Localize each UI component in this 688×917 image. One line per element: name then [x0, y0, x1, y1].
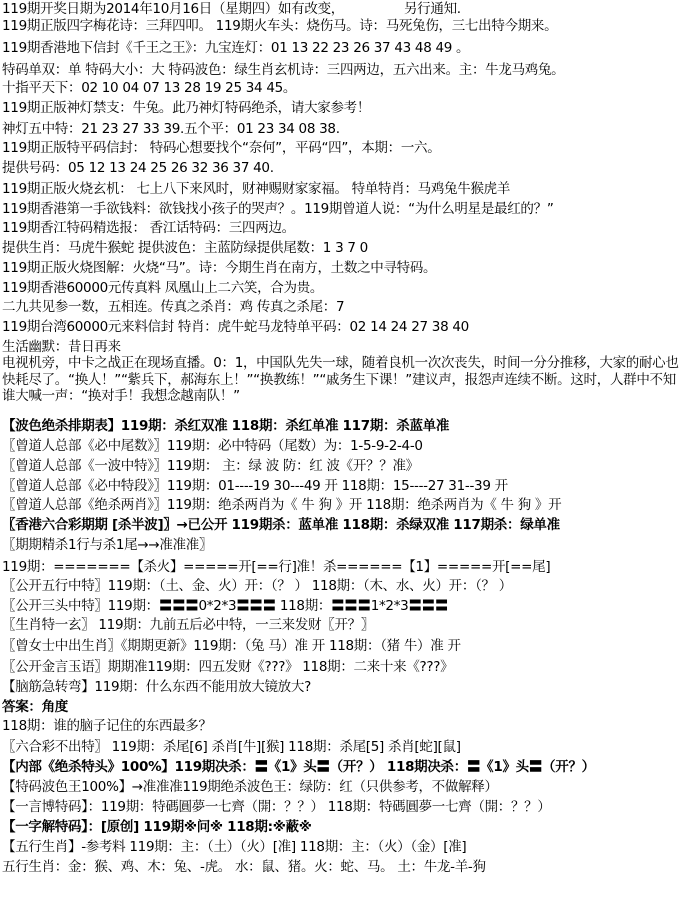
- table-line: 〖曾女士中出生肖〗《期期更新》119期：（兔 马）准 开 118期：（猪 牛）准 开: [2, 638, 461, 654]
- table-line: 〖曾道人总部《一波中特》〗119期： 主：绿 波 防：红 波《开？？准》: [2, 458, 419, 474]
- table-line: 〖公开五行中特〗119期：（土、金、火）开：（？ ） 118期：（木、水、火）开：（？ ）: [2, 578, 512, 594]
- table-line: 【五行生肖】-参考料 119期：主：（土）（火）[准] 118期：主：（火）（金）[准]: [2, 839, 467, 855]
- doc-line: 神灯五中特：21 23 27 33 39.五个平：01 23 34 08 38.: [2, 121, 340, 137]
- table-line: 〖曾道人总部《必中尾数》〗119期：必中特码（尾数）为：1-5-9-2-4-0: [2, 438, 423, 454]
- table-line: 118期：谁的脑子记住的东西最多？: [2, 718, 212, 734]
- doc-line: 119期正版特平码信封： 特码心想要找个“奈何”，平码“四”，本期：一六。: [2, 140, 441, 156]
- doc-line: 119期香港第一手欲钱料：欲钱找小孩子的哭声？。119期曾道人说：“为什么明星是最红的？”: [2, 201, 554, 217]
- notice-tail: 另行通知.: [403, 1, 461, 17]
- table-line: 〖曾道人总部《必中特段》〗119期：01----19 30---49 开 118期：15----27 31--39 开: [2, 478, 508, 494]
- table-line: 【波色绝杀排期表】119期：杀红双准 118期：杀红单准 117期：杀蓝单准: [2, 418, 450, 434]
- doc-line: 119期香港60000元传真料 凤凰山上二六笑，合为贵。: [2, 280, 324, 296]
- doc-line: 119期正版神灯禁支：牛兔。此乃神灯特码绝杀，请大家参考！: [2, 100, 371, 116]
- table-line: 119期：=======【杀火】=====开[==行]准！杀======【1】=====开[==尾]: [2, 559, 551, 575]
- doc-line: 提供号码：05 12 13 24 25 26 32 36 37 40.: [2, 160, 274, 176]
- table-line: 【脑筋急转弯】119期：什么东西不能用放大镜放大?: [2, 679, 311, 695]
- table-line: 【一言博特码】：119期：特碼圓夢一七齊（開：？？） 118期：特碼圓夢一七齊（開：？？）: [2, 799, 551, 815]
- table-line: 五行生肖：金：猴、鸡、木：兔、-虎。 水：鼠、猪。火：蛇、马。 土：牛龙-羊-狗: [2, 859, 486, 875]
- humor-paragraph: 电视机旁，中卡之战正在现场直播。0：1，中国队先失一球，随着良机一次次丧失，时间一分分推移，大家的耐心也快耗尽了。“换人！”“紫兵下，郝海东上！”“换教练！”“戚务生下课！”建议声，报怨声连续不断。这时，人群中不知谁大喊一声：“换对手！我想念越南队！”: [2, 355, 679, 404]
- doc-line: 提供生肖：马虎牛猴蛇 提供波色：主蓝防绿提供尾数：1 3 7 0: [2, 240, 368, 256]
- doc-line: 二九共见参一数，五相连。传真之杀肖：鸡 传真之杀尾：7: [2, 299, 345, 315]
- table-line: 〖生肖特一玄〗 119期：九前五后必中特，一三来发财〖开？〗: [2, 617, 375, 633]
- doc-line: 119期香江特码精选报： 香江话特码：三四两边。: [2, 220, 295, 236]
- table-line: 【一字解特码】：[原创] 119期※问※ 118期:※蔽※: [2, 819, 312, 835]
- doc-line: 119期开奖日期为2014年10月16日（星期四）如有改变， 另行通知.: [2, 1, 461, 17]
- table-line: 【特码波色王100%】→准准准119期绝杀波色王：绿防：红（只供参考，不做解释）: [2, 779, 498, 795]
- doc-line: 119期正版火烧图解：火烧“马”。诗：今期生肖在南方，土数之中寻特码。: [2, 260, 437, 276]
- table-line: 〖香港六合彩期期 [杀半波]〗→已公开 119期杀：蓝单准 118期：杀绿双准 117期杀：绿单准: [2, 517, 560, 533]
- doc-line: 119期正版火烧玄机： 七上八下来风时，财神赐财家家福。 特单特肖：马鸡兔牛猴虎羊: [2, 181, 511, 197]
- table-line: 答案：角度: [2, 699, 68, 715]
- doc-line: 十指平天下：02 10 04 07 13 28 19 25 34 45。: [2, 80, 297, 96]
- table-line: 〖公开三头中特〗119期：〓〓〓0*2*3〓〓〓 118期：〓〓〓1*2*3〓〓〓: [2, 598, 449, 614]
- table-line: 〖期期精杀1行与杀1尾→→准准准〗: [2, 537, 213, 553]
- doc-line: 119期香港地下信封《千王之王》：九宝连灯：01 13 22 23 26 37 43 48 49 。: [2, 40, 470, 56]
- doc-line: 119期台湾60000元来料信封 特肖：虎牛蛇马龙特单平码：02 14 24 27 38 40: [2, 319, 469, 335]
- doc-line: 特码单双：单 特码大小：大 特码波色：绿生肖玄机诗：三四两边，五六出来。主：牛龙马鸡兔。: [2, 62, 565, 78]
- table-line: 〖曾道人总部《绝杀两肖》〗119期：绝杀两肖为《 牛 狗 》开 118期：绝杀两肖为《 牛 狗 》开: [2, 497, 562, 513]
- table-line: 【内部《绝杀特头》100%】119期决杀：〓《1》头〓（开？） 118期决杀：〓《1》头〓（开？）: [2, 759, 595, 775]
- doc-line: 119期正版四字梅花诗：三拜四叩。 119期火车头：烧伤马。诗：马死兔伤，三七出特今期来。: [2, 18, 558, 34]
- doc-line: 生活幽默：昔日再来: [2, 339, 121, 355]
- table-line: 〖公开金言玉语〗期期准119期：四五发财《???》 118期：二来十来《???》: [2, 659, 454, 675]
- table-line: 〖六合彩不出特〗 119期：杀尾[6] 杀肖[牛][猴] 118期：杀尾[5] 杀肖[蛇][鼠]: [2, 739, 461, 755]
